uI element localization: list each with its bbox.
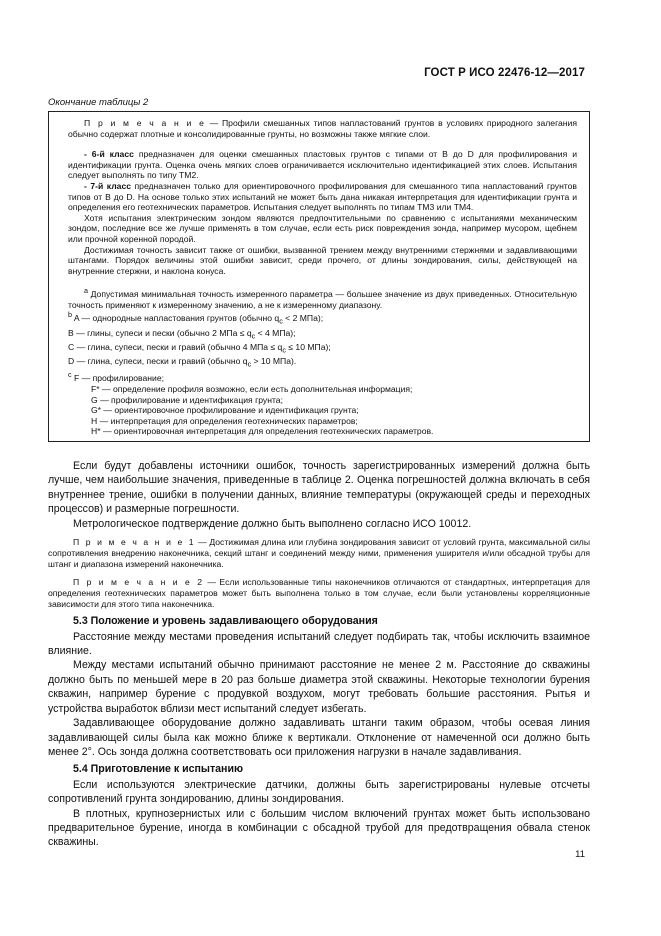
footnote-b bbox=[68, 310, 577, 327]
soil-line-sub: c bbox=[282, 346, 286, 355]
section-heading-5-3: 5.3 Положение и уровень задавливающего оборудования bbox=[73, 615, 378, 628]
body-paragraph: Между местами испытаний обычно принимают расстояние не менее 2 м. Расстояние до скважины должно быть по меньшей мере в 20 раз больше диаметра этой скважины. Некоторые технологии бурения скважин, например бурение с продувкой воздухом, могут требовать большие расстояния. Рытья и устройства выработок вблизи мест испытаний следует избегать. bbox=[48, 659, 590, 715]
electric-probe-paragraph: Хотя испытания электрическим зондом являются предпочтительными по сравнению с испытаниями механическим зондом, последние все же лучше применять в том случае, если есть риск повреждения зонда, например мусором, щебнем или прочной коренной породой. bbox=[68, 212, 577, 244]
soil-line-post: < 4 МПа); bbox=[255, 327, 296, 338]
soil-line-b bbox=[68, 328, 577, 342]
soil-line-text: D — глина, супеси, пески и гравий (обычно q bbox=[68, 356, 248, 367]
footnote-b-sub: c bbox=[279, 317, 283, 326]
soil-line-text: B — глины, супеси и пески (обычно 2 МПа ≤ q bbox=[68, 327, 252, 338]
note-2-label: П р и м е ч а н и е 2 bbox=[73, 576, 204, 587]
note-text: — Профили смешанных типов напластований грунтов в условиях природного залегания обычно содержат плотные и консолидированные грунты, но возможны также мягкие слои. bbox=[68, 118, 577, 139]
body-paragraph: Метрологическое подтверждение должно быть выполнено согласно ИСО 10012. bbox=[73, 517, 472, 530]
note-2-text: — Если использованные типы наконечников отличаются от стандартных, интерпретация для определения геотехнических параметров может быть выполнена только в том случае, если были установлены корреляционные зависимости для этого типа наконечника. bbox=[48, 576, 590, 610]
soil-line-post: > 10 МПа). bbox=[251, 356, 297, 367]
class-7-label: - 7-й класс bbox=[84, 180, 132, 191]
table-note-paragraph bbox=[68, 118, 577, 139]
class-7-text: предназначен только для ориентировочного профилирования для смешанного типа напластований грунтов типов от B до D. На основе только этих испытаний не может быть дана никакая интерпретация для идентификации грунта и определения его геотехнических параметров. Испытания следует выполнять по типам ТМ3 или ТМ4. bbox=[68, 180, 577, 213]
soil-line-c bbox=[68, 342, 577, 356]
soil-line-post: ≤ 10 МПа); bbox=[285, 341, 331, 352]
document-number: ГОСТ Р ИСО 22476-12—2017 bbox=[424, 67, 585, 79]
body-paragraph: Если используются электрические датчики, должны быть зарегистрированы нулевые отсчеты сопротивлений грунта зондированию, длины зондирования. bbox=[48, 778, 590, 806]
class-6-label: - 6-й класс bbox=[84, 149, 134, 160]
soil-line-sub: c bbox=[251, 332, 256, 341]
footnote-c-line: G* — ориентировочное профилирование и идентификация грунта; bbox=[91, 405, 359, 416]
footnote-c-line: H — интерпретация для определения геотехнических параметров; bbox=[91, 415, 358, 426]
footnote-a-mark: a bbox=[84, 287, 88, 296]
footnote-c-line: H* — ориентировочная интерпретация для определения геотехнических параметров. bbox=[91, 426, 434, 437]
soil-line-text: C — глина, супеси, пески и гравий (обычно 4 МПа ≤ q bbox=[68, 341, 283, 352]
footnote-a-text: Допустимая минимальная точность измеренного параметра — большее значение из двух приведенных. Относительную точность применяют к измеренному значению, а не к измеренному диапазону. bbox=[68, 289, 577, 310]
class-7-paragraph bbox=[68, 181, 577, 213]
body-paragraph: Расстояние между местами проведения испытаний следует подбирать так, чтобы исключить взаимное влияние. bbox=[48, 630, 590, 658]
class-6-text: предназначен для оценки смешанных пластовых грунтов с типами от B до D для профилирования и идентификации грунта. Оценка очень мягких слоев ограничивается исключительно идентификацией этих слоев. Испытания следует выполнять по типу ТМ2. bbox=[68, 149, 577, 181]
section-heading-5-4: 5.4 Приготовление к испытанию bbox=[73, 763, 244, 776]
table-continuation-caption: Окончание таблицы 2 bbox=[48, 97, 149, 108]
footnote-b-text: A — однородные напластования грунтов (обычно q bbox=[71, 313, 280, 324]
note-label: П р и м е ч а н и е bbox=[84, 118, 206, 128]
footnote-c-line: F* — определение профиля возможно, если есть дополнительная информация; bbox=[91, 383, 413, 394]
footnote-c bbox=[68, 370, 577, 383]
table-note-box bbox=[48, 111, 590, 442]
page-number: 11 bbox=[575, 849, 585, 860]
footnote-c-mark: c bbox=[68, 371, 72, 380]
body-paragraph: Если будут добавлены источники ошибок, точность зарегистрированных измерений должна быть лучше, чем наибольшие значения, приведенные в таблице 2. Оценка погрешностей должна включать в себя внутреннее трение, ошибки в получении данных, влияние температуры (окружающей среды и переходных процессов) и размерные погрешности. bbox=[48, 460, 590, 516]
note-1-text: — Достижимая длина или глубина зондирования зависит от условий грунта, максимальной силы сопротивления внедрению наконечника, секций штанг и соединений между ними, применения уширителя и/или обсадной трубы для штанг и диапазона измерений наконечника. bbox=[48, 537, 590, 570]
body-paragraph: Задавливающее оборудование должно задавливать штанги таким образом, чтобы осевая линия задавливающей силы была как можно ближе к вертикали. Отклонение от намеченной оси должно быть менее 2°. Ось зонда должна соответствовать оси приложения нагрузки в начале задавливания. bbox=[48, 717, 590, 758]
class-6-paragraph bbox=[68, 149, 577, 181]
footnote-b-mark: b bbox=[68, 311, 72, 320]
spacer bbox=[68, 276, 577, 286]
body-paragraph: В плотных, крупнозернистых или с большим числом включений грунтах может быть использовано предварительное бурение, иногда в комбинации с обсадной трубой для предотвращения обвала стенок скважины. bbox=[48, 807, 590, 849]
footnote-c-line: G — профилирование и идентификация грунта; bbox=[91, 394, 283, 405]
main-body bbox=[48, 459, 590, 850]
note-1 bbox=[48, 537, 590, 571]
spacer bbox=[68, 139, 577, 149]
soil-line-sub: c bbox=[247, 360, 252, 369]
accuracy-paragraph: Достижимая точность зависит также от ошибки, вызванной трением между внутренними стержнями и задавливающими штангами. Порядок величины этой ошибки зависит, среди прочего, от длины зондирования, силы, действующей на внутренние стержни, и наклона конуса. bbox=[68, 244, 577, 276]
soil-line-d bbox=[68, 356, 577, 370]
note-1-label: П р и м е ч а н и е 1 bbox=[73, 537, 196, 548]
footnote-c-text: F — профилирование; bbox=[71, 373, 165, 384]
footnote-b-tail: < 2 МПа); bbox=[282, 313, 324, 324]
note-2 bbox=[48, 577, 590, 611]
footnote-a bbox=[68, 286, 577, 310]
